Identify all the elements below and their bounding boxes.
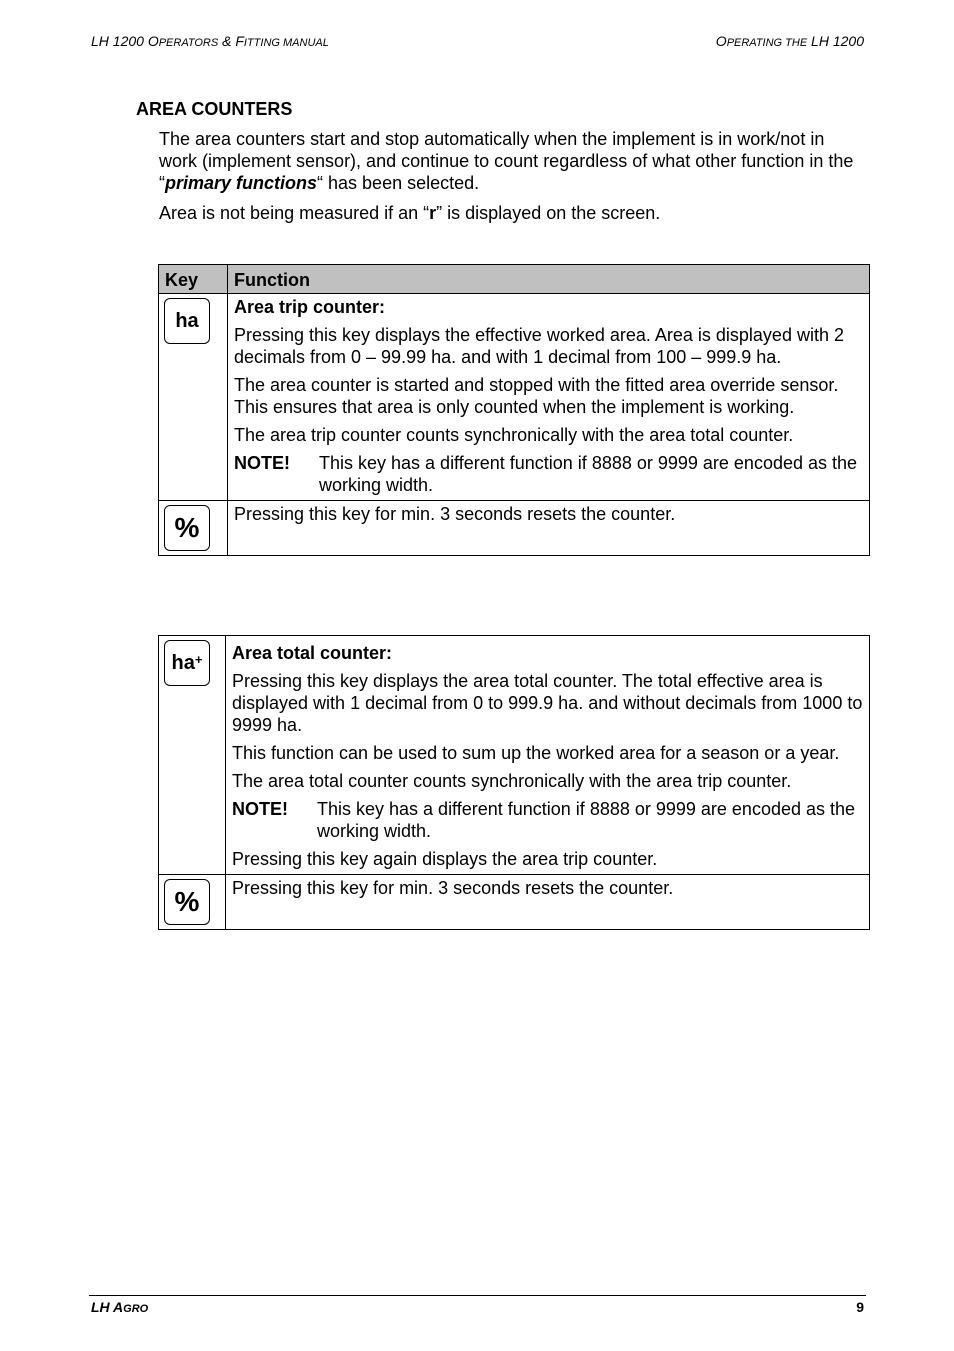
function-title: Area total counter: (232, 643, 393, 663)
function-text: Pressing this key for min. 3 seconds resets the counter. (232, 878, 674, 898)
function-text: Pressing this key displays the area total counter. The total effective area is displayed with 1 decimal from 0 to 999.9 ha. and without decimals from 1000 to 9999 ha. (232, 671, 863, 735)
table-row (159, 501, 870, 556)
key-cell (159, 501, 228, 556)
note-text: This key has a different function if 8888 or 9999 are encoded as the working width. (319, 453, 858, 495)
intro-text (159, 128, 859, 232)
ha-plus-key-icon: ha + (164, 640, 210, 686)
running-header-right: OPERATING THE LH 1200 (715, 33, 864, 49)
function-text: Pressing this key for min. 3 seconds resets the counter. (234, 504, 676, 524)
table-header-row (159, 265, 870, 294)
ha-key-icon: ha (164, 298, 210, 344)
footer-divider (89, 1295, 866, 1296)
function-cell (226, 875, 870, 930)
page-number: 9 (856, 1299, 864, 1315)
function-text: This function can be used to sum up the worked area for a season or a year. (232, 743, 840, 763)
intro-paragraph: The area counters start and stop automatically when the implement is in work/not in work (implement sensor), and continue to count regardless of what other function in the “primary functions“ has been selected. (159, 129, 854, 193)
function-cell (228, 294, 870, 501)
note-text: This key has a different function if 8888 or 9999 are encoded as the working width. (317, 799, 856, 841)
function-cell (226, 636, 870, 875)
key-function-table-total (158, 635, 870, 930)
percent-key-icon: % (164, 505, 210, 551)
key-cell (159, 294, 228, 501)
table-row (159, 636, 870, 875)
table-row (159, 294, 870, 501)
key-function-table-trip (158, 264, 870, 556)
percent-key-icon: % (164, 879, 210, 925)
running-header-left: LH 1200 OPERATORS & FITTING MANUAL (91, 33, 329, 49)
function-text: The area total counter counts synchronically with the area trip counter. (232, 771, 792, 791)
key-cell (159, 636, 226, 875)
function-text: The area trip counter counts synchronically with the area total counter. (234, 425, 794, 445)
note-label: NOTE! (234, 453, 290, 473)
table-row (159, 875, 870, 930)
intro-paragraph: Area is not being measured if an “r” is displayed on the screen. (159, 203, 661, 223)
key-cell (159, 875, 226, 930)
function-title: Area trip counter: (234, 297, 386, 317)
section-title: AREA COUNTERS (136, 99, 293, 119)
note-label: NOTE! (232, 799, 288, 819)
column-header-key: Key (159, 265, 228, 294)
function-text: Pressing this key again displays the area trip counter. (232, 849, 658, 869)
function-text: The area counter is started and stopped with the fitted area override sensor. This ensures that area is only counted when the implement is working. (234, 375, 839, 417)
note (232, 798, 863, 842)
footer-left: LH AGRO (91, 1299, 149, 1315)
function-text: Pressing this key displays the effective worked area. Area is displayed with 2 decimals from 0 – 99.99 ha. and with 1 decimal from 100 – 999.9 ha. (234, 325, 844, 367)
function-cell (228, 501, 870, 556)
note (234, 452, 863, 496)
column-header-function: Function (228, 265, 870, 294)
